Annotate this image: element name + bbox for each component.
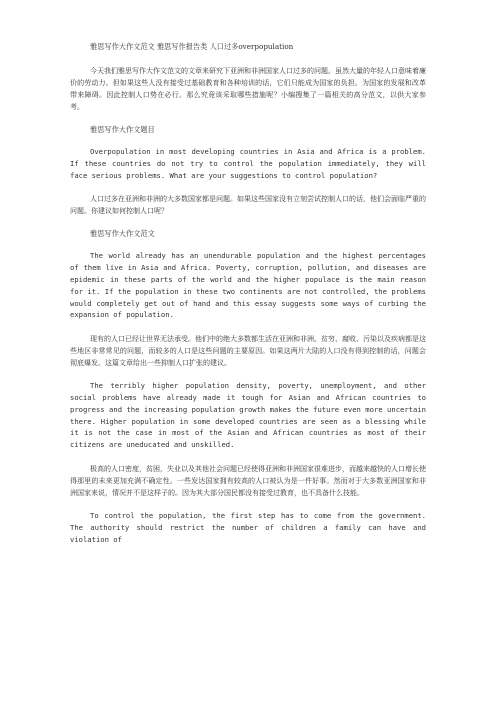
intro-paragraph: 今天我们雅思写作大作文范文的文章来研究下亚洲和非洲国家人口过多的问题。虽然大量的年轻人口意味着廉价的劳动力。但如果这些人没有接受过基础教育和各种培训的话，它们只能成为国家的负担。为国家的发展和改革带来障碍。因此控制人口势在必行。那么究竟该采取哪些措施呢？小编搜集了一篇相关的高分范文，以供大家参考。 xyxy=(70,67,426,111)
topic-heading: 雅思写作大作文题目 xyxy=(90,125,155,134)
topic-english: Overpopulation in most developing countries in Asia and Africa is a problem. If these countries do not try to control the population immediately, they will face serious problems. What are your suggestions to control population? xyxy=(70,147,426,180)
essay-paragraph-1-chinese: 现有的人口已经让世界无法承受。他们中的绝大多数都生活在亚洲和非洲。贫穷、腐败、污染以及疾病都是这些地区非常常见的问题，而较多的人口是这些问题的主要原因。如果这两片大陆的人口没有得到控制的话，问题会彻底爆发。这篇文章给出一些抑制人口扩张的建议。 xyxy=(70,335,426,368)
topic-chinese: 人口过多在亚洲和非洲的大多数国家都是问题。如果这些国家没有立刻尝试控制人口的话，他们会面临严重的问题。你建议如何控制人口呢？ xyxy=(70,195,426,216)
document-title: 雅思写作大作文范文 雅思写作报告类 人口过多overpopulation xyxy=(90,42,294,51)
essay-paragraph-3-english: To control the population, the first step has to come from the government. The authority should restrict the number of children a family can have and violation of xyxy=(70,510,426,544)
essay-paragraph-2-chinese: 极高的人口密度，贫困，失业以及其他社会问题已经使得亚洲和非洲国家很难进步，而越来越快的人口增长使得那里的未来更加充满不确定性。一些发达国家拥有较高的人口被认为是一件好事。然而对于大多数亚洲国家和非洲国家来说，情况并不是这样子的。因为其大部分国民都没有接受过教育，也不具备什么技能。 xyxy=(70,464,426,497)
essay-heading: 雅思写作大作文范文 xyxy=(90,229,155,239)
essay-paragraph-1-english: The world already has an unendurable population and the highest percentages of them live in Asia and Africa. Poverty, corruption, pollution, and diseases are epidemic in these parts of the world and the higher populace is the main reason for it. If the population in these two continents are not controlled, the problems would completely get out of hand and this essay suggests some ways of curbing the expansion of population. xyxy=(70,251,426,320)
essay-paragraph-2-english: The terribly higher population density, poverty, unemployment, and other social problems have already made it tough for Asian and African countries to progress and the increasing population growth makes the future even more uncertain there. Higher population in some developed countries are seen as a blessing while it is not the case in most of the Asian and African countries as most of their citizens are uneducated and unskilled. xyxy=(70,381,426,450)
